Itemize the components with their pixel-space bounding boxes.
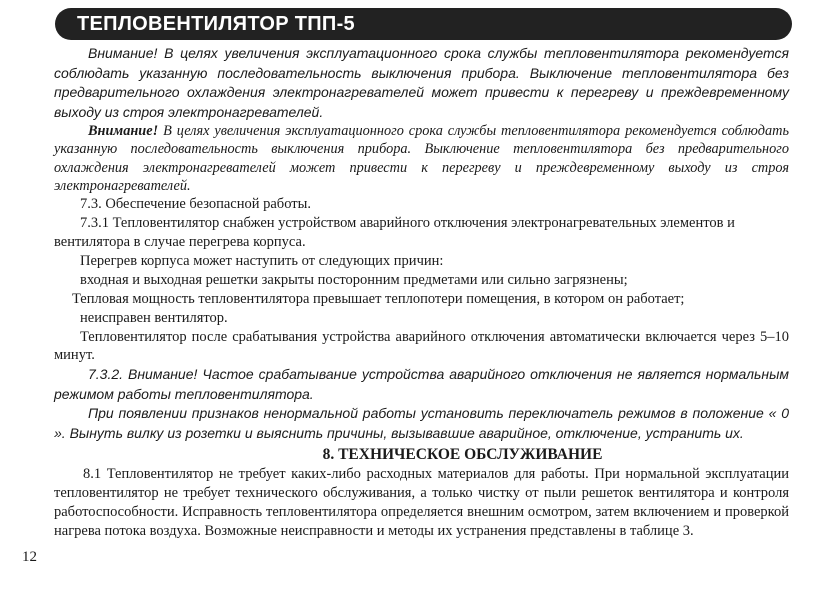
paragraph-7-3-1: 7.3.1 Тепловентилятор снабжен устройством аварийного отключения электронагревательных элементов и вентилятора в случае перегрева корпуса. xyxy=(54,215,735,250)
warning-text: В целях увеличения эксплуатационного срока службы тепловентилятора рекомендуется соблюдать указанную последовательность выключения прибора. Выключение тепловентилятора без предварительного охлаждения электронагревателей может привести к перегреву и преждевременному выходу из строя электронагревателей. xyxy=(54,123,789,194)
warning-paragraph-serif xyxy=(54,122,789,195)
page-title: ТЕПЛОВЕНТИЛЯТОР ТПП-5 xyxy=(77,12,355,35)
warning-text: В целях увеличения эксплуатационного срока службы тепловентилятора рекомендуется соблюдать указанную последовательность выключения прибора. Выключение тепловентилятора без предварительного охлаждения электронагревателей может привести к перегреву и преждевременному выходу из строя электронагревателей. xyxy=(54,45,789,120)
warning-label: Внимание! xyxy=(88,123,159,139)
section-heading-7-3: 7.3. Обеспечение безопасной работы. xyxy=(80,196,311,213)
page-content xyxy=(54,44,789,541)
paragraph-auto-restart: Тепловентилятор после срабатывания устройства аварийного отключения автоматически включается через 5–10 минут. xyxy=(54,328,789,364)
paragraph-7-3-2: 7.3.2. Внимание! Частое срабатывание устройства аварийного отключения не является нормальным режимом работы тепловентилятора. xyxy=(54,366,789,402)
paragraph-overheat-causes: Перегрев корпуса может наступить от следующих причин: xyxy=(80,252,444,269)
list-item-grilles: входная и выходная решетки закрыты посторонним предметами или сильно загрязнены; xyxy=(80,271,628,288)
paragraph-8-1: 8.1 Тепловентилятор не требует каких-либо расходных материалов для работы. При нормальной эксплуатации тепловентилятор не требует технического обслуживания, а только чистку от пыли решеток вентилятора и контроля работоспособности. Исправность тепловентилятора определяется внешним осмотром, затем включением и проверкой нагрева потока воздуха. Возможные неисправности и методы их устранения представлены в таблице 3. xyxy=(54,466,789,540)
list-item-power: Тепловая мощность тепловентилятора превышает теплопотери помещения, в котором он работает; xyxy=(72,290,685,307)
page-number: 12 xyxy=(22,549,37,565)
warning-paragraph-sans xyxy=(54,44,789,122)
section-title-8: 8. ТЕХНИЧЕСКОЕ ОБСЛУЖИВАНИЕ xyxy=(322,446,603,464)
list-item-fan: неисправен вентилятор. xyxy=(80,309,228,326)
paragraph-abnormal-operation: При появлении признаков ненормальной работы установить переключатель режимов в положение « 0 ». Вынуть вилку из розетки и выяснить причины, вызывавшие аварийное, отключение, устранить их. xyxy=(54,405,789,441)
warning-label: Внимание! xyxy=(88,45,158,61)
header-bar xyxy=(55,8,792,40)
